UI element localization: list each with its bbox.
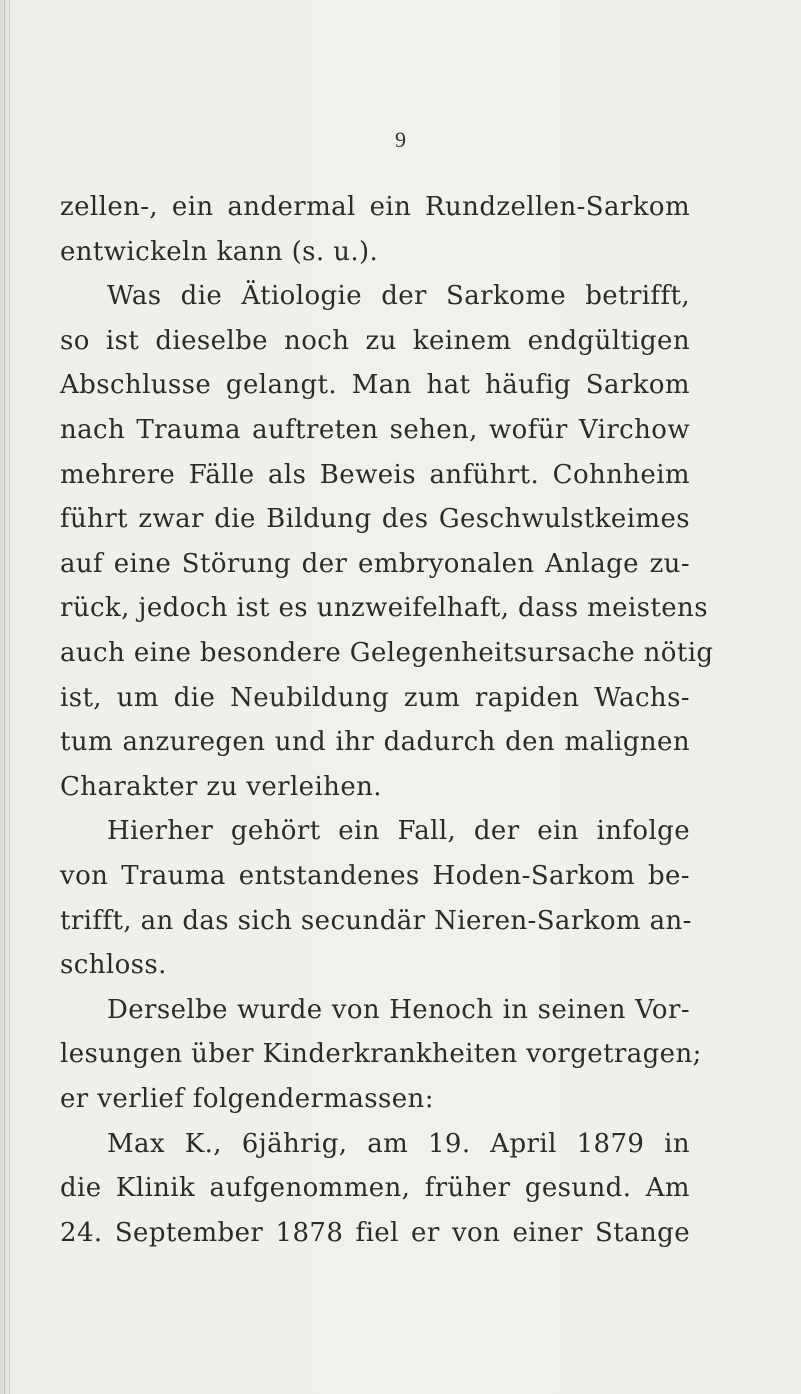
text-line: auch eine besondere Gelegenheitsursache nötig: [60, 638, 714, 668]
page-edge-line: [4, 0, 5, 1394]
text-line: trifft, an das sich secundär Nieren-Sarkom an-: [60, 905, 692, 936]
text-line: Derselbe wurde von Henoch in seinen Vor-: [107, 994, 690, 1025]
text-line: auf eine Störung der embryonalen Anlage zu-: [60, 548, 690, 579]
text-line: Charakter zu verleihen.: [60, 771, 382, 802]
text-line: tum anzuregen und ihr dadurch den malignen: [60, 727, 690, 758]
text-line: Was die Ätiologie der Sarkome betrifft,: [107, 281, 690, 312]
text-line: lesungen über Kinderkrankheiten vorgetragen;: [60, 1039, 702, 1070]
text-line: die Klinik aufgenommen, früher gesund. Am: [60, 1173, 690, 1204]
text-line: führt zwar die Bildung des Geschwulstkeimes: [60, 504, 690, 535]
text-line: Hierher gehört ein Fall, der ein infolge: [107, 816, 690, 847]
text-line: Abschlusse gelangt. Man hat häufig Sarkom: [60, 370, 690, 401]
text-line: er verlief folgendermassen:: [60, 1084, 434, 1114]
page-number: 9: [395, 127, 406, 152]
text-line: rück, jedoch ist es unzweifelhaft, dass meistens: [60, 593, 708, 624]
text-line: zellen-, ein andermal ein Rundzellen-Sarkom: [60, 192, 690, 222]
text-line: entwickeln kann (s. u.).: [60, 236, 379, 267]
text-line: 24. September 1878 fiel er von einer Stange: [60, 1217, 690, 1248]
text-line: schloss.: [60, 950, 167, 981]
text-line: ist, um die Neubildung zum rapiden Wachs-: [60, 682, 690, 713]
page-edge-line: [9, 0, 10, 1394]
text-line: von Trauma entstandenes Hoden-Sarkom be-: [60, 861, 690, 891]
text-line: Max K., 6jährig, am 19. April 1879 in: [107, 1128, 690, 1159]
text-line: so ist dieselbe noch zu keinem endgültigen: [60, 325, 690, 356]
text-line: mehrere Fälle als Beweis anführt. Cohnheim: [60, 459, 690, 490]
text-line: nach Trauma auftreten sehen, wofür Virchow: [60, 415, 690, 445]
